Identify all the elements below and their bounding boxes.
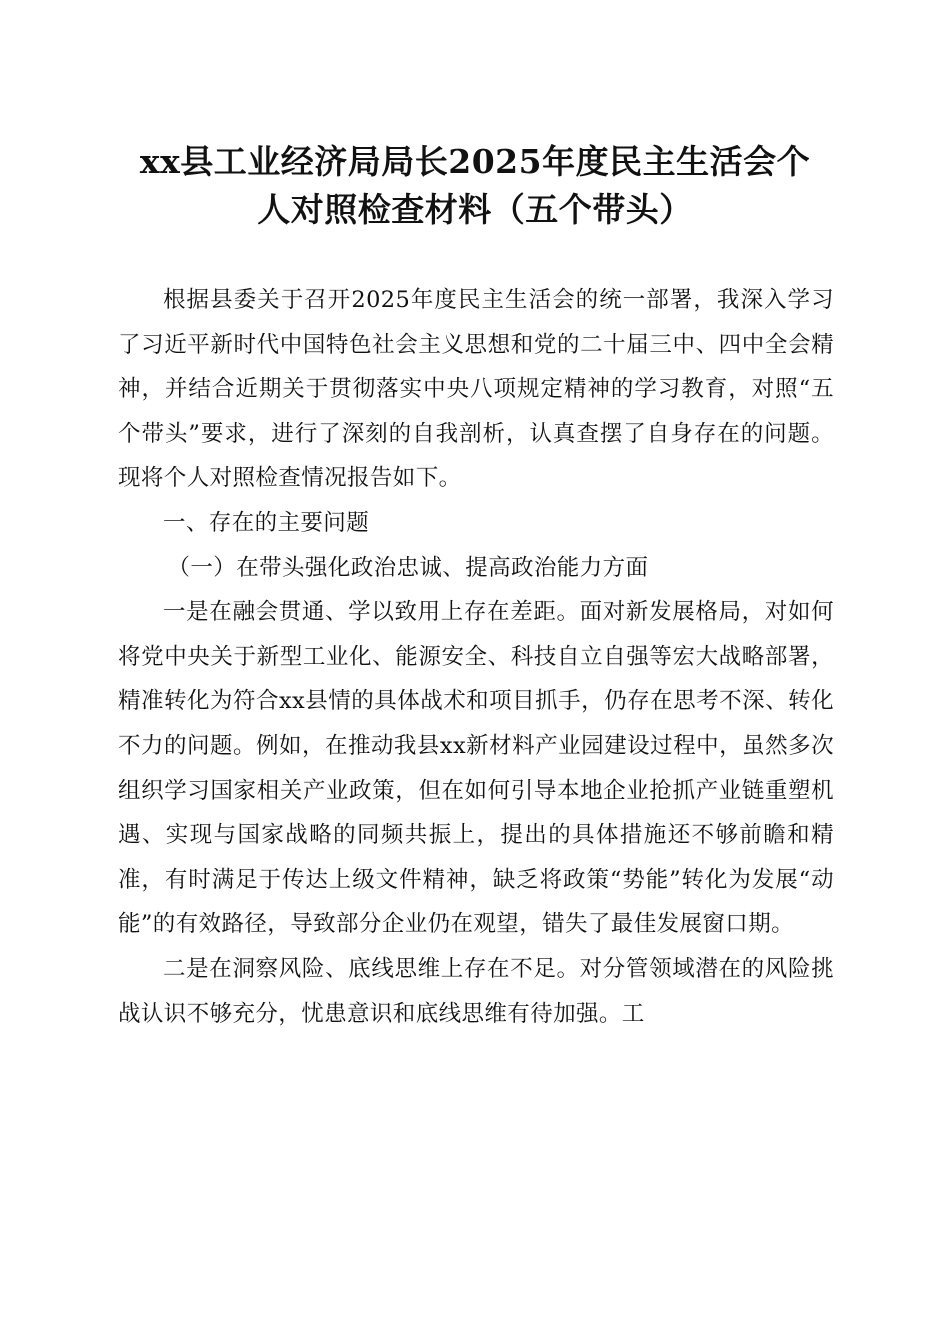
title-line-1: xx县工业经济局局长2025年度民主生活会个: [139, 142, 811, 181]
point-one-paragraph: 一是在融会贯通、学以致用上存在差距。面对新发展格局，对如何将党中央关于新型工业化、能源安全、科技自立自强等宏大战略部署，精准转化为符合xx县情的具体战术和项目抓手，仍存在思考不深、转化不力的问题。例如，在推动我县xx新材料产业园建设过程中，虽然多次组织学习国家相关产业政策，但在如何引导本地企业抢抓产业链重塑机遇、实现与国家战略的同频共振上，提出的具体措施还不够前瞻和精准，有时满足于传达上级文件精神，缺乏将政策“势能”转化为发展“动能”的有效路径，导致部分企业仍在观望，错失了最佳发展窗口期。: [118, 599, 834, 938]
section-heading: 一、存在的主要问题: [163, 509, 370, 536]
intro-paragraph: 根据县委关于召开2025年度民主生活会的统一部署，我深入学习了习近平新时代中国特色社会主义思想和党的二十届三中、四中全会精神，并结合近期关于贯彻落实中央八项规定精神的学习教育，对照“五个带头”要求，进行了深刻的自我剖析，认真查摆了自身存在的问题。现将个人对照检查情况报告如下。: [118, 287, 834, 492]
document-body: [118, 278, 834, 1036]
point-two-paragraph: 二是在洞察风险、底线思维上存在不足。对分管领域潜在的风险挑战认识不够充分，忧患意识和底线思维有待加强。工: [118, 955, 834, 1027]
title-line-2: 人对照检查材料（五个带头）: [257, 190, 693, 229]
subsection-heading: （一）在带头强化政治忠诚、提高政治能力方面: [167, 554, 649, 581]
document-title: [100, 138, 850, 234]
